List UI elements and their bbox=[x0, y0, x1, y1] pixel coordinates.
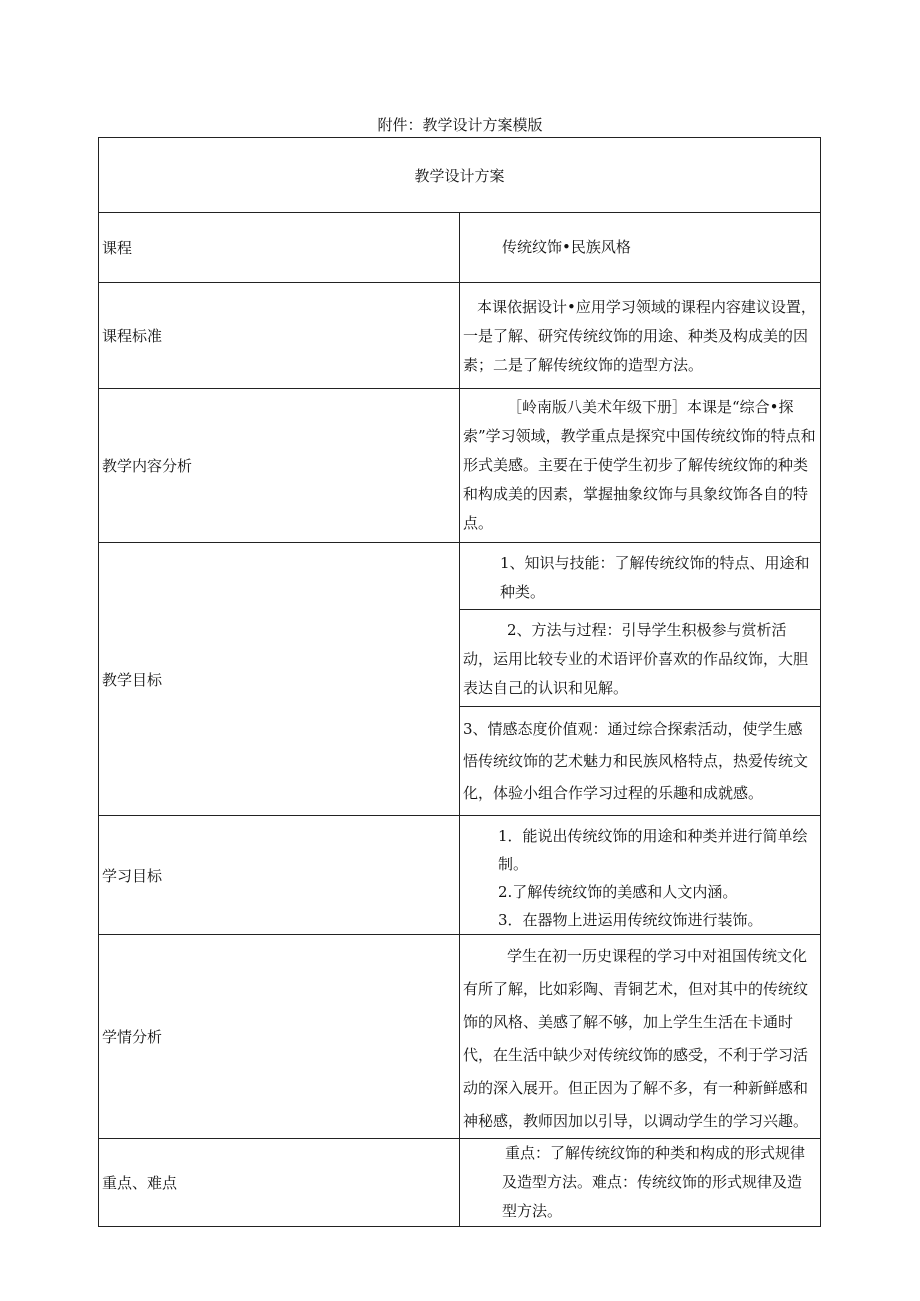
learning-goals-label: 学习目标 bbox=[99, 816, 460, 935]
lesson-plan-table bbox=[98, 137, 821, 1227]
document-caption: 附件：教学设计方案模版 bbox=[377, 116, 543, 134]
key-points-row bbox=[99, 1139, 821, 1227]
content-analysis-label: 教学内容分析 bbox=[99, 389, 460, 543]
learning-goal-item: 2.了解传统纹饰的美感和人文内涵。 bbox=[498, 883, 738, 901]
standard-label: 课程标准 bbox=[99, 283, 460, 389]
student-analysis-row bbox=[99, 935, 821, 1139]
learning-goal-item: 1．能说出传统纹饰的用途和种类并进行简单绘制。 bbox=[498, 827, 808, 873]
content-analysis-row bbox=[99, 389, 821, 543]
standard-row bbox=[99, 283, 821, 389]
objectives-label: 教学目标 bbox=[99, 543, 460, 816]
table-title-row bbox=[99, 138, 821, 213]
objective-item: 2、方法与过程：引导学生积极参与赏析活动，运用比较专业的术语评价喜欢的作品纹饰，大胆表达自己的认识和见解。 bbox=[463, 620, 809, 697]
key-points-label: 重点、难点 bbox=[99, 1139, 460, 1227]
content-analysis-text: ［岭南版八美术年级下册］本课是“综合•探索”学习领域，教学重点是探究中国传统纹饰的特点和形式美感。主要在于使学生初步了解传统纹饰的种类和构成美的因素，掌握抽象纹饰与具象纹饰各自的特点。 bbox=[463, 398, 816, 532]
course-value: 传统纹饰•民族风格 bbox=[460, 213, 821, 283]
student-analysis-text: 学生在初一历史课程的学习中对祖国传统文化有所了解，比如彩陶、青铜艺术，但对其中的传统纹饰的风格、美感了解不够，加上学生生活在卡通时代，在生活中缺少对传统纹饰的感受，不利于学习活动的深入展开。但正因为了解不多，有一种新鲜感和神秘感，教师因加以引导，以调动学生的学习兴趣。 bbox=[463, 947, 809, 1130]
objective-item: 1、知识与技能：了解传统纹饰的特点、用途和种类。 bbox=[500, 554, 810, 601]
course-label: 课程 bbox=[99, 213, 460, 283]
objective-item: 3、情感态度价值观：通过综合探索活动，使学生感悟传统纹饰的艺术魅力和民族风格特点，热爱传统文化，体验小组合作学习过程的乐趣和成就感。 bbox=[463, 719, 809, 802]
table-title: 教学设计方案 bbox=[99, 138, 821, 213]
objectives-row bbox=[99, 543, 821, 816]
student-analysis-label: 学情分析 bbox=[99, 935, 460, 1139]
learning-goal-item: 3．在器物上进运用传统纹饰进行装饰。 bbox=[498, 911, 763, 929]
objectives-subtable bbox=[460, 543, 820, 815]
key-points-text: 重点：了解传统纹饰的种类和构成的形式规律及造型方法。难点：传统纹饰的形式规律及造型方法。 bbox=[502, 1144, 806, 1220]
standard-text: 本课依据设计•应用学习领域的课程内容建议设置，一是了解、研究传统纹饰的用途、种类及构成美的因素；二是了解传统纹饰的造型方法。 bbox=[463, 298, 816, 374]
learning-goals-row bbox=[99, 816, 821, 935]
course-row bbox=[99, 213, 821, 283]
